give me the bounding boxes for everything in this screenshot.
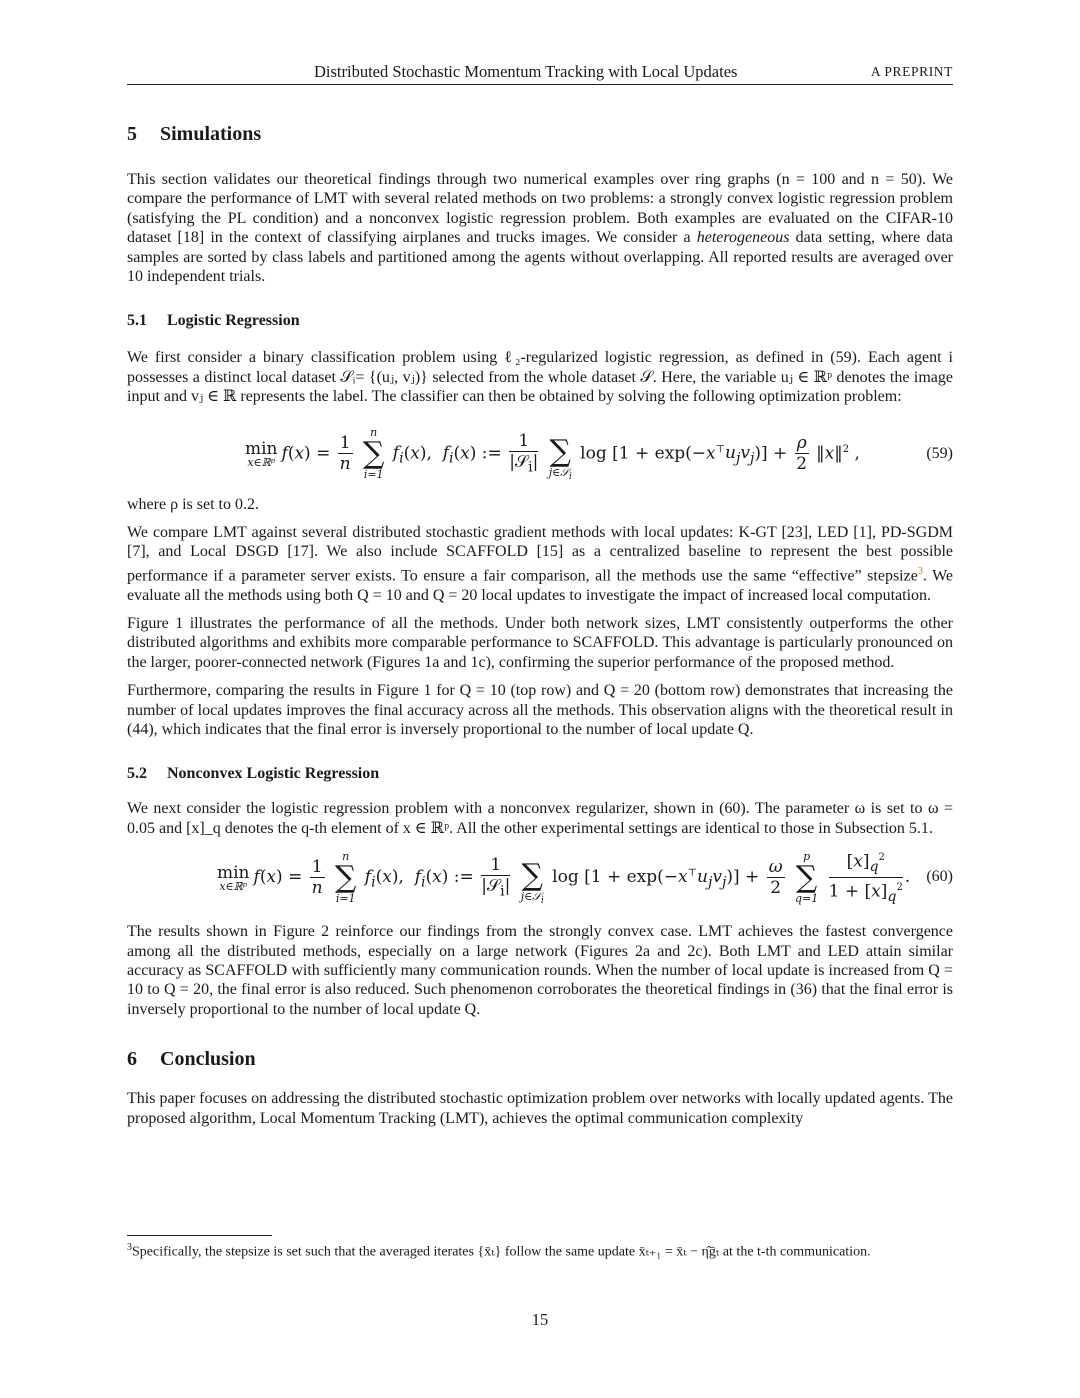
sec51-paragraph-3: Figure 1 illustrates the performance of all the methods. Under both network sizes, LMT consistently outperforms the other distributed algorithms and exhibits more comparable performance to SCAFFOLD. This advantage is particularly pronounced on the larger, poorer-connected network (Figures 1a and 1c), confirming the superior performance of the proposed method. [127,615,953,671]
subsection-title: Logistic Regression [167,312,300,330]
equation-59-expression: min x∈ℝᵖ f(x) = $\frac{1}{n}$ n ∑ i=1 $f_i(x)$, $f_i(x)$ := $\frac{1}{|𝒮_i|}$ ∑ j∈𝒮$_i$ $\log [1 + \exp(-x^⊤u_jv_j)]$ + $\frac{\rho}{2}$ ‖x‖$^2$ , [245,425,860,482]
subsection-5-1-heading [127,310,953,332]
running-title: Distributed Stochastic Momentum Tracking with Local Updates [314,62,738,81]
equation-number: (60) [926,868,953,886]
sec6-paragraph: This paper focuses on addressing the distributed stochastic optimization problem over networks with locally updated agents. The proposed algorithm, Local Momentum Tracking (LMT), achieves the optimal communication complexity [127,1090,953,1127]
sec51-where-line: where ρ is set to 0.2. [127,495,259,513]
sec52-paragraph-1: We next consider the logistic regression problem with a nonconvex regularizer, shown in (60). The parameter ω is set to ω = 0.05 and [x]_q denotes the q-th element of x ∈ ℝᵖ. All the other experimental settings are identical to those in Subsection 5.1. [127,800,953,837]
sec51-paragraph-1: We first consider a binary classification problem using ℓ₂-regularized logistic regression, as defined in (59). Each agent i possesses a distinct local dataset 𝒮ᵢ= {(uⱼ, vⱼ)} selected from the whole dataset 𝒮. Here, the variable uⱼ ∈ ℝᵖ denotes the image input and vⱼ ∈ ℝ represents the label. The classifier can then be obtained by solving the following optimization problem: [127,349,953,406]
sec51-paragraph-2 [127,523,953,605]
subsection-5-2-heading [127,763,953,785]
section-title: Conclusion [160,1048,256,1071]
section-6-heading [127,1045,953,1073]
sec52-paragraph-2: The results shown in Figure 2 reinforce our findings from the strongly convex case. LMT achieves the fastest convergence among all the distributed methods, especially on a large network (Figures 2a and 2c). Both LMT and LED attain similar accuracy as SCAFFOLD with sufficiently many communication rounds. When the number of local update is increased from Q = 10 to Q = 20, the final error is also reduced. Such phenomenon corroborates the theoretical findings in (36) that the final error is inversely proportional to the number of local update Q. [127,923,953,1018]
section-number: 5 [127,123,137,145]
preprint-tag: A PREPRINT [870,64,953,79]
section-5-heading [127,120,953,148]
text-run: . We evaluate all the methods using both Q = 10 and Q = 20 local updates to investigate the impact of increased local computation. [127,567,954,604]
equation-number: (59) [926,444,953,462]
italic-text: heterogeneous [696,229,790,247]
footnote [127,1239,953,1262]
footnote-mark: 3 [127,1242,132,1253]
sec51-paragraph-4: Furthermore, comparing the results in Figure 1 for Q = 10 (top row) and Q = 20 (bottom row) demonstrates that increasing the number of local updates improves the final accuracy across all the methods. This observation aligns with the theoretical result in (44), which indicates that the final error is inversely proportional to the number of local update Q. [127,682,953,739]
equation-60-expression: min x∈ℝᵖ f(x) = $\frac{1}{n}$ n ∑ i=1 $f_i(x)$, $f_i(x)$ := $\frac{1}{|𝒮_i|}$ ∑ j∈𝒮$_i$ $\log [1 + \exp(-x^⊤u_jv_j)]$ + $\frac{\omega}{2}$ p ∑ q=1 $\frac{[x]_q^2}{1 + [x]_q^2}$ . [217,849,911,906]
section-title: Simulations [160,123,262,145]
section-number: 6 [127,1048,137,1071]
equation-59 [127,417,953,495]
footnote-text: Specifically, the stepsize is set such that the averaged iterates {x̄ₜ} follow the same update x̄ₜ₊₁ = x̄ₜ − η̂ḡₜ at the t-th communication. [132,1244,871,1260]
footnote-ref[interactable]: 3 [917,565,923,577]
text-run: data setting, where data samples are sorted by class labels and partitioned among the agents without overlapping. All reported results are averaged over 10 independent trials. [127,229,954,286]
subsection-number: 5.2 [127,765,147,783]
page-number: 15 [531,1310,549,1329]
text-run: We compare LMT against several distributed stochastic gradient methods with local updates: K-GT [23], LED [1], PD-SGDM [7], and Local DSGD [17]. We also include SCAFFOLD [15] as a centralized baseline to represent the best possible performance if a parameter server exists. To ensure a fair comparison, all the methods use the same “effective” stepsize [127,524,953,585]
equation-60 [127,844,953,912]
footnote-rule [127,1235,272,1236]
running-header [127,60,953,85]
subsection-title: Nonconvex Logistic Regression [167,765,380,783]
text-run: This section validates our theoretical findings through two numerical examples over ring graphs (n = 100 and n = 50). We compare the performance of LMT with several related methods on two problems: a strongly convex logistic regression problem (satisfying the PL condition) and a nonconvex logistic regression problem. Both examples are evaluated on the CIFAR-10 dataset [18] in the context of classifying airplanes and trucks images. We consider a [127,171,953,247]
sec5-paragraph [127,170,953,286]
subsection-number: 5.1 [127,312,147,330]
main-body [127,120,953,1128]
